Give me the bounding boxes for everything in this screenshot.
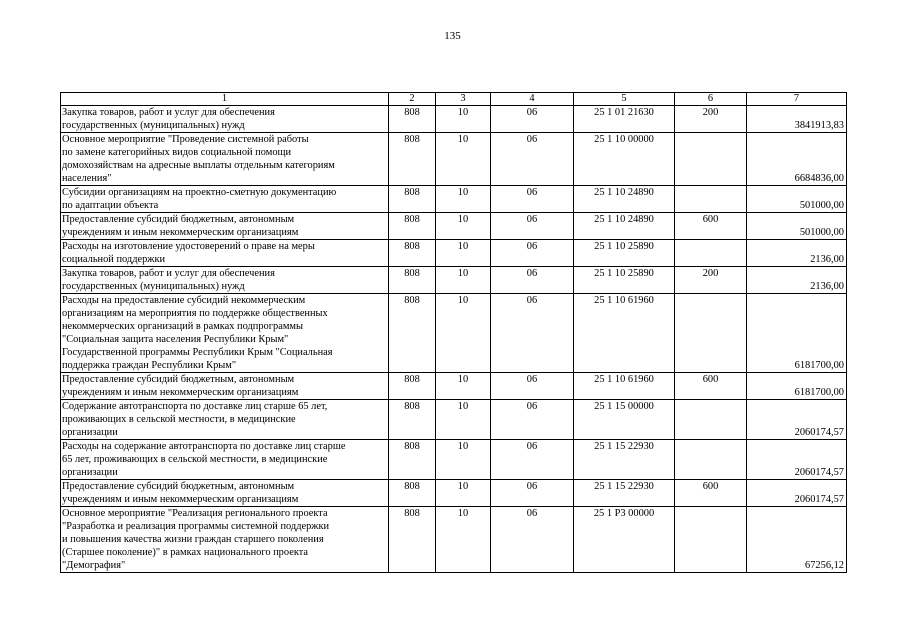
amount: 3841913,83 xyxy=(747,106,847,133)
subsection-code: 06 xyxy=(491,106,574,133)
expense-type-code: 600 xyxy=(675,213,747,240)
column-header: 3 xyxy=(436,93,491,106)
item-name: Расходы на содержание автотранспорта по доставке лиц старше 65 лет, проживающих в сельской местности, в медицинские организации xyxy=(61,440,389,480)
expense-type-code xyxy=(675,294,747,373)
target-article-code: 25 1 10 61960 xyxy=(574,294,675,373)
section-code: 10 xyxy=(436,507,491,573)
target-article-code: 25 1 15 22930 xyxy=(574,480,675,507)
table-row xyxy=(61,480,847,507)
item-name: Закупка товаров, работ и услуг для обеспечения государственных (муниципальных) нужд xyxy=(61,267,389,294)
column-header: 6 xyxy=(675,93,747,106)
table-row xyxy=(61,240,847,267)
page-number: 135 xyxy=(444,30,461,42)
admin-code: 808 xyxy=(389,133,436,186)
target-article-code: 25 1 10 61960 xyxy=(574,373,675,400)
target-article-code: 25 1 10 24890 xyxy=(574,186,675,213)
item-name: Предоставление субсидий бюджетным, автономным учреждениям и иным некоммерческим организациям xyxy=(61,373,389,400)
amount: 2136,00 xyxy=(747,267,847,294)
admin-code: 808 xyxy=(389,240,436,267)
amount: 2060174,57 xyxy=(747,480,847,507)
section-code: 10 xyxy=(436,186,491,213)
section-code: 10 xyxy=(436,294,491,373)
table-row xyxy=(61,373,847,400)
amount: 6684836,00 xyxy=(747,133,847,186)
subsection-code: 06 xyxy=(491,267,574,294)
amount: 2060174,57 xyxy=(747,400,847,440)
admin-code: 808 xyxy=(389,106,436,133)
column-header: 2 xyxy=(389,93,436,106)
target-article-code: 25 1 10 25890 xyxy=(574,240,675,267)
section-code: 10 xyxy=(436,106,491,133)
admin-code: 808 xyxy=(389,294,436,373)
admin-code: 808 xyxy=(389,267,436,294)
subsection-code: 06 xyxy=(491,294,574,373)
target-article-code: 25 1 10 24890 xyxy=(574,213,675,240)
subsection-code: 06 xyxy=(491,400,574,440)
table-row xyxy=(61,186,847,213)
target-article-code: 25 1 P3 00000 xyxy=(574,507,675,573)
expense-type-code: 200 xyxy=(675,267,747,294)
subsection-code: 06 xyxy=(491,480,574,507)
admin-code: 808 xyxy=(389,186,436,213)
item-name: Субсидии организациям на проектно-сметную документацию по адаптации объекта xyxy=(61,186,389,213)
item-name: Содержание автотранспорта по доставке лиц старше 65 лет, проживающих в сельской местности, в медицинские организации xyxy=(61,400,389,440)
subsection-code: 06 xyxy=(491,507,574,573)
admin-code: 808 xyxy=(389,507,436,573)
item-name: Основное мероприятие "Проведение системной работы по замене категорийных видов социальной помощи домохозяйствам на адресные выплаты отдельным категориям населения" xyxy=(61,133,389,186)
table-row xyxy=(61,133,847,186)
amount: 67256,12 xyxy=(747,507,847,573)
expense-type-code xyxy=(675,440,747,480)
subsection-code: 06 xyxy=(491,240,574,267)
item-name: Предоставление субсидий бюджетным, автономным учреждениям и иным некоммерческим организациям xyxy=(61,213,389,240)
section-code: 10 xyxy=(436,400,491,440)
item-name: Основное мероприятие "Реализация регионального проекта "Разработка и реализация программы системной поддержки и повышения качества жизни граждан старшего поколения (Старшее поколение)" в рамках национального проекта "Демография" xyxy=(61,507,389,573)
expense-type-code: 200 xyxy=(675,106,747,133)
admin-code: 808 xyxy=(389,373,436,400)
table-row xyxy=(61,294,847,373)
subsection-code: 06 xyxy=(491,133,574,186)
section-code: 10 xyxy=(436,133,491,186)
section-code: 10 xyxy=(436,373,491,400)
section-code: 10 xyxy=(436,213,491,240)
amount: 2136,00 xyxy=(747,240,847,267)
subsection-code: 06 xyxy=(491,213,574,240)
item-name: Расходы на предоставление субсидий некоммерческим организациям на мероприятия по поддержке общественных некоммерческих организаций в рамках подпрограммы "Социальная защита населения Республики Крым" Государственной программы Республики Крым "Социальная поддержка граждан Республики Крым" xyxy=(61,294,389,373)
table-row xyxy=(61,440,847,480)
admin-code: 808 xyxy=(389,400,436,440)
table-row xyxy=(61,213,847,240)
subsection-code: 06 xyxy=(491,440,574,480)
amount: 501000,00 xyxy=(747,213,847,240)
budget-table xyxy=(60,92,847,573)
target-article-code: 25 1 10 00000 xyxy=(574,133,675,186)
item-name: Расходы на изготовление удостоверений о праве на меры социальной поддержки xyxy=(61,240,389,267)
column-header: 4 xyxy=(491,93,574,106)
table-body xyxy=(61,106,847,573)
target-article-code: 25 1 15 00000 xyxy=(574,400,675,440)
admin-code: 808 xyxy=(389,480,436,507)
table-row xyxy=(61,106,847,133)
amount: 2060174,57 xyxy=(747,440,847,480)
table-row xyxy=(61,400,847,440)
item-name: Закупка товаров, работ и услуг для обеспечения государственных (муниципальных) нужд xyxy=(61,106,389,133)
section-code: 10 xyxy=(436,440,491,480)
expense-type-code xyxy=(675,186,747,213)
item-name: Предоставление субсидий бюджетным, автономным учреждениям и иным некоммерческим организациям xyxy=(61,480,389,507)
header-row xyxy=(61,93,847,106)
expense-type-code xyxy=(675,133,747,186)
admin-code: 808 xyxy=(389,213,436,240)
table-row xyxy=(61,507,847,573)
subsection-code: 06 xyxy=(491,186,574,213)
target-article-code: 25 1 01 21630 xyxy=(574,106,675,133)
target-article-code: 25 1 10 25890 xyxy=(574,267,675,294)
expense-type-code xyxy=(675,400,747,440)
amount: 6181700,00 xyxy=(747,294,847,373)
column-header: 7 xyxy=(747,93,847,106)
admin-code: 808 xyxy=(389,440,436,480)
expense-type-code: 600 xyxy=(675,373,747,400)
subsection-code: 06 xyxy=(491,373,574,400)
expense-type-code xyxy=(675,507,747,573)
amount: 501000,00 xyxy=(747,186,847,213)
target-article-code: 25 1 15 22930 xyxy=(574,440,675,480)
section-code: 10 xyxy=(436,267,491,294)
section-code: 10 xyxy=(436,240,491,267)
section-code: 10 xyxy=(436,480,491,507)
column-header: 5 xyxy=(574,93,675,106)
amount: 6181700,00 xyxy=(747,373,847,400)
expense-type-code xyxy=(675,240,747,267)
table-row xyxy=(61,267,847,294)
expense-type-code: 600 xyxy=(675,480,747,507)
column-header: 1 xyxy=(61,93,389,106)
